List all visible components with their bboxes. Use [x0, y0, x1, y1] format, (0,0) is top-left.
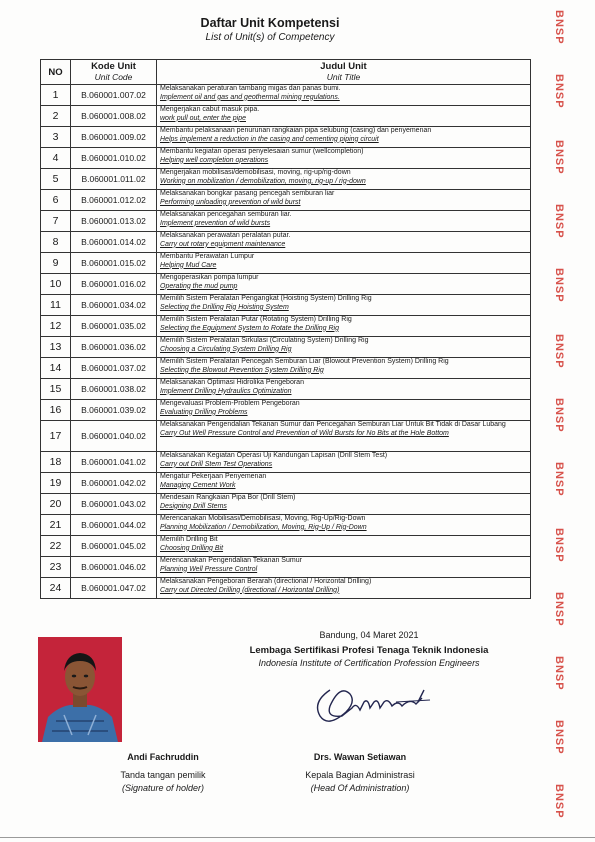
row-number: 3 [41, 127, 71, 148]
table-row [41, 316, 531, 337]
table-row [41, 148, 531, 169]
row-number: 9 [41, 253, 71, 274]
table-row [41, 400, 531, 421]
row-number: 23 [41, 557, 71, 578]
bnsp-watermark: BNSP [553, 528, 565, 563]
unit-code: B.060001.013.02 [71, 211, 157, 232]
unit-title-en: Implement Drilling Hydraulics Optimization [160, 387, 292, 395]
unit-title [157, 557, 531, 578]
holder-photo [38, 637, 122, 742]
unit-code: B.060001.008.02 [71, 106, 157, 127]
unit-title [157, 316, 531, 337]
unit-code: B.060001.016.02 [71, 274, 157, 295]
unit-title-en: Helps implement a reduction in the casing and cementing piping circuit [160, 135, 379, 143]
unit-title [157, 253, 531, 274]
unit-code: B.060001.043.02 [71, 494, 157, 515]
document-title: Daftar Unit Kompetensi [200, 16, 340, 30]
document-header [0, 16, 540, 43]
row-number: 17 [41, 421, 71, 452]
unit-title-en: Choosing a Circulating System Drilling Rig [160, 345, 292, 353]
row-number: 7 [41, 211, 71, 232]
unit-code: B.060001.007.02 [71, 85, 157, 106]
row-number: 20 [41, 494, 71, 515]
row-number: 10 [41, 274, 71, 295]
header-no: NO [41, 60, 71, 85]
unit-title-id: Melaksanakan Kegiatan Operasi Uji Kandungan Lapisan (Drill Stem Test) [160, 452, 388, 459]
page-edge [0, 837, 595, 838]
unit-title-en: Implement prevention of wild bursts [160, 219, 271, 227]
table-row [41, 106, 531, 127]
row-number: 24 [41, 578, 71, 599]
table-row [41, 473, 531, 494]
unit-title-en: Designing Drill Stems [160, 502, 227, 510]
unit-title-id: Melaksanakan Optimasi Hidrolika Pengeboran [160, 379, 304, 386]
unit-title [157, 169, 531, 190]
bnsp-watermark: BNSP [553, 656, 565, 691]
unit-title-en: Planning Well Pressure Control [160, 565, 258, 573]
unit-title-id: Melaksanakan peraturan tambang migas dan panas bumi. [160, 85, 341, 92]
unit-code: B.060001.047.02 [71, 578, 157, 599]
unit-code: B.060001.037.02 [71, 358, 157, 379]
header-code-label-en: Unit Code [94, 72, 133, 82]
row-number: 13 [41, 337, 71, 358]
institution-name-en: Indonesia Institute of Certification Profession Engineers [258, 658, 480, 668]
unit-title [157, 379, 531, 400]
row-number: 4 [41, 148, 71, 169]
unit-title [157, 400, 531, 421]
row-number: 14 [41, 358, 71, 379]
unit-table [40, 59, 531, 599]
unit-title [157, 515, 531, 536]
unit-title [157, 337, 531, 358]
table-row [41, 494, 531, 515]
unit-title [157, 127, 531, 148]
unit-code: B.060001.040.02 [71, 421, 157, 452]
unit-title-en: Planning Mobilization / Demobilization, Moving, Rig-Up / Rig-Down [160, 523, 367, 531]
unit-title [157, 106, 531, 127]
unit-title-en: Choosing Drilling Bit [160, 544, 224, 552]
unit-title-id: Mengoperasikan pompa lumpur [160, 274, 259, 281]
table-row [41, 536, 531, 557]
unit-title [157, 295, 531, 316]
unit-title-id: Memilih Sistem Peralatan Pengangkat (Hoisting System) Drilling Rig [160, 295, 372, 302]
unit-title [157, 473, 531, 494]
row-number: 11 [41, 295, 71, 316]
unit-title [157, 232, 531, 253]
table-row [41, 421, 531, 452]
unit-title-en: work pull out, enter the pipe [160, 114, 246, 122]
table-row [41, 452, 531, 473]
unit-title [157, 421, 531, 452]
bnsp-watermark: BNSP [553, 462, 565, 497]
table-row [41, 232, 531, 253]
unit-code: B.060001.039.02 [71, 400, 157, 421]
header-code [71, 60, 157, 85]
unit-code: B.060001.010.02 [71, 148, 157, 169]
place-date: Bandung, 04 Maret 2021 [319, 630, 419, 640]
row-number: 5 [41, 169, 71, 190]
unit-title-id: Mengerjakan cabut masuk pipa. [160, 106, 260, 113]
row-number: 1 [41, 85, 71, 106]
unit-title-id: Melaksanakan pencegahan semburan liar. [160, 211, 292, 218]
header-title-label: Judul Unit [320, 61, 367, 72]
table-row [41, 127, 531, 148]
unit-title-id: Memilih Sistem Peralatan Pencegah Semburan Liar (Blowout Prevention System) Drilling Rig [160, 358, 449, 365]
unit-title [157, 190, 531, 211]
unit-title-en: Selecting the Blowout Prevention System Drilling Rig [160, 366, 324, 374]
holder-role: Tanda tangan pemilik [120, 770, 206, 780]
holder-role-en: (Signature of holder) [121, 783, 205, 793]
unit-title-id: Membantu kegiatan operasi penyelesaian sumur (wellcompletion) [160, 148, 364, 155]
unit-code: B.060001.046.02 [71, 557, 157, 578]
row-number: 18 [41, 452, 71, 473]
table-body [41, 85, 531, 599]
bnsp-watermark: BNSP [553, 268, 565, 303]
unit-code: B.060001.042.02 [71, 473, 157, 494]
unit-code: B.060001.015.02 [71, 253, 157, 274]
table-row [41, 85, 531, 106]
unit-title [157, 578, 531, 599]
unit-title-id: Melaksanakan Pengeboran Berarah (directional / Horizontal Drilling) [160, 578, 372, 585]
unit-title-en: Selecting the Equipment System to Rotate the Drilling Rig [160, 324, 339, 332]
bnsp-watermark: BNSP [553, 398, 565, 433]
bnsp-watermark: BNSP [553, 592, 565, 627]
table-row [41, 274, 531, 295]
table-row [41, 190, 531, 211]
header-title-label-en: Unit Title [326, 72, 361, 82]
unit-code: B.060001.011.02 [71, 169, 157, 190]
unit-code: B.060001.044.02 [71, 515, 157, 536]
row-number: 12 [41, 316, 71, 337]
admin-name: Drs. Wawan Setiawan [313, 752, 407, 762]
bnsp-watermark: BNSP [553, 140, 565, 175]
unit-title-en: Working on mobilization / demobilization, moving, rig-up / rig-down [160, 177, 366, 185]
unit-title [157, 85, 531, 106]
table-row [41, 169, 531, 190]
unit-code: B.060001.012.02 [71, 190, 157, 211]
unit-code: B.060001.038.02 [71, 379, 157, 400]
table-row [41, 515, 531, 536]
row-number: 8 [41, 232, 71, 253]
unit-title-en: Carry out Drill Stem Test Operations [160, 460, 273, 468]
table-row [41, 379, 531, 400]
row-number: 6 [41, 190, 71, 211]
bnsp-watermark: BNSP [553, 10, 565, 45]
unit-title-en: Performing unloading prevention of wild burst [160, 198, 301, 206]
document-subtitle: List of Unit(s) of Competency [205, 32, 335, 43]
row-number: 16 [41, 400, 71, 421]
unit-title-en: Operating the mud pump [160, 282, 238, 290]
admin-signature [300, 672, 460, 737]
admin-role: Kepala Bagian Administrasi [305, 770, 415, 780]
unit-title-en: Managing Cement Work [160, 481, 236, 489]
row-number: 15 [41, 379, 71, 400]
header-code-label: Kode Unit [91, 61, 136, 72]
unit-title [157, 211, 531, 232]
unit-title-en: Implement oil and gas and geothermal mining regulations. [160, 93, 340, 101]
bnsp-watermark: BNSP [553, 74, 565, 109]
unit-title-en: Carry Out Well Pressure Control and Prevention of Wild Bursts for No Bits at the Hole Bottom [160, 429, 449, 437]
unit-title-id: Melaksanakan bongkar pasang pencegah semburan liar [160, 190, 335, 197]
unit-title [157, 148, 531, 169]
unit-code: B.060001.041.02 [71, 452, 157, 473]
unit-code: B.060001.034.02 [71, 295, 157, 316]
bnsp-watermark: BNSP [553, 720, 565, 755]
bnsp-watermark: BNSP [553, 334, 565, 369]
unit-title-id: Melaksanakan Pengendalian Tekanan Sumur dan Pencegahan Semburan Liar Untuk Bit Tidak di Dasar Lubang [160, 421, 506, 428]
table-row [41, 358, 531, 379]
unit-title-id: Memilih Drilling Bit [160, 536, 218, 543]
row-number: 2 [41, 106, 71, 127]
institution-name: Lembaga Sertifikasi Profesi Tenaga Teknik Indonesia [249, 645, 489, 656]
row-number: 19 [41, 473, 71, 494]
unit-title [157, 452, 531, 473]
unit-title-id: Mengerjakan mobilisasi/demobilisasi, moving, rig-up/rig-down [160, 169, 351, 176]
unit-code: B.060001.009.02 [71, 127, 157, 148]
header-title [157, 60, 531, 85]
unit-title [157, 494, 531, 515]
unit-title-en: Selecting the Drilling Rig Hoisting System [160, 303, 289, 311]
table-row [41, 211, 531, 232]
unit-title-id: Mengevaluasi Problem-Problem Pengeboran [160, 400, 300, 407]
unit-title-en: Carry out rotary equipment maintenance [160, 240, 286, 248]
row-number: 21 [41, 515, 71, 536]
bnsp-watermark: BNSP [553, 204, 565, 239]
unit-title [157, 536, 531, 557]
unit-title-en: Evaluating Drilling Problems [160, 408, 248, 416]
unit-code: B.060001.035.02 [71, 316, 157, 337]
unit-title-id: Memilih Sistem Peralatan Putar (Rotating System) Drilling Rig [160, 316, 352, 323]
table-header-row [41, 60, 531, 85]
row-number: 22 [41, 536, 71, 557]
unit-title-en: Helping Mud Care [160, 261, 217, 269]
table-row [41, 578, 531, 599]
bnsp-watermark: BNSP [553, 784, 565, 819]
unit-title-id: Membantu Perawatan Lumpur [160, 253, 255, 260]
holder-name: Andi Fachruddin [127, 752, 199, 762]
unit-code: B.060001.036.02 [71, 337, 157, 358]
unit-title-id: Merencanakan Mobilisasi/Demobilisasi, Moving, Rig-Up/Rig-Down [160, 515, 366, 522]
table-row [41, 557, 531, 578]
unit-title-id: Mengatur Pekerjaan Penyemenan [160, 473, 267, 480]
unit-title [157, 274, 531, 295]
unit-code: B.060001.045.02 [71, 536, 157, 557]
unit-title-id: Membantu pelaksanaan penurunan rangkaian pipa selubung (casing) dan penyemenan [160, 127, 432, 134]
unit-title-id: Memilih Sistem Peralatan Sirkulasi (Circulating System) Drilling Rig [160, 337, 369, 344]
unit-title-id: Melaksanakan perawatan peralatan putar. [160, 232, 291, 239]
unit-title-en: Helping well completion operations [160, 156, 269, 164]
unit-title-en: Carry out Directed Drilling (directional / Horizontal Drilling) [160, 586, 340, 594]
unit-title [157, 358, 531, 379]
unit-title-id: Merencanakan Pengendalian Tekanan Sumur [160, 557, 302, 564]
unit-code: B.060001.014.02 [71, 232, 157, 253]
table-row [41, 253, 531, 274]
table-row [41, 337, 531, 358]
table-row [41, 295, 531, 316]
unit-title-id: Mendesain Rangkaian Pipa Bor (Drill Stem) [160, 494, 296, 501]
admin-role-en: (Head Of Administration) [310, 783, 410, 793]
